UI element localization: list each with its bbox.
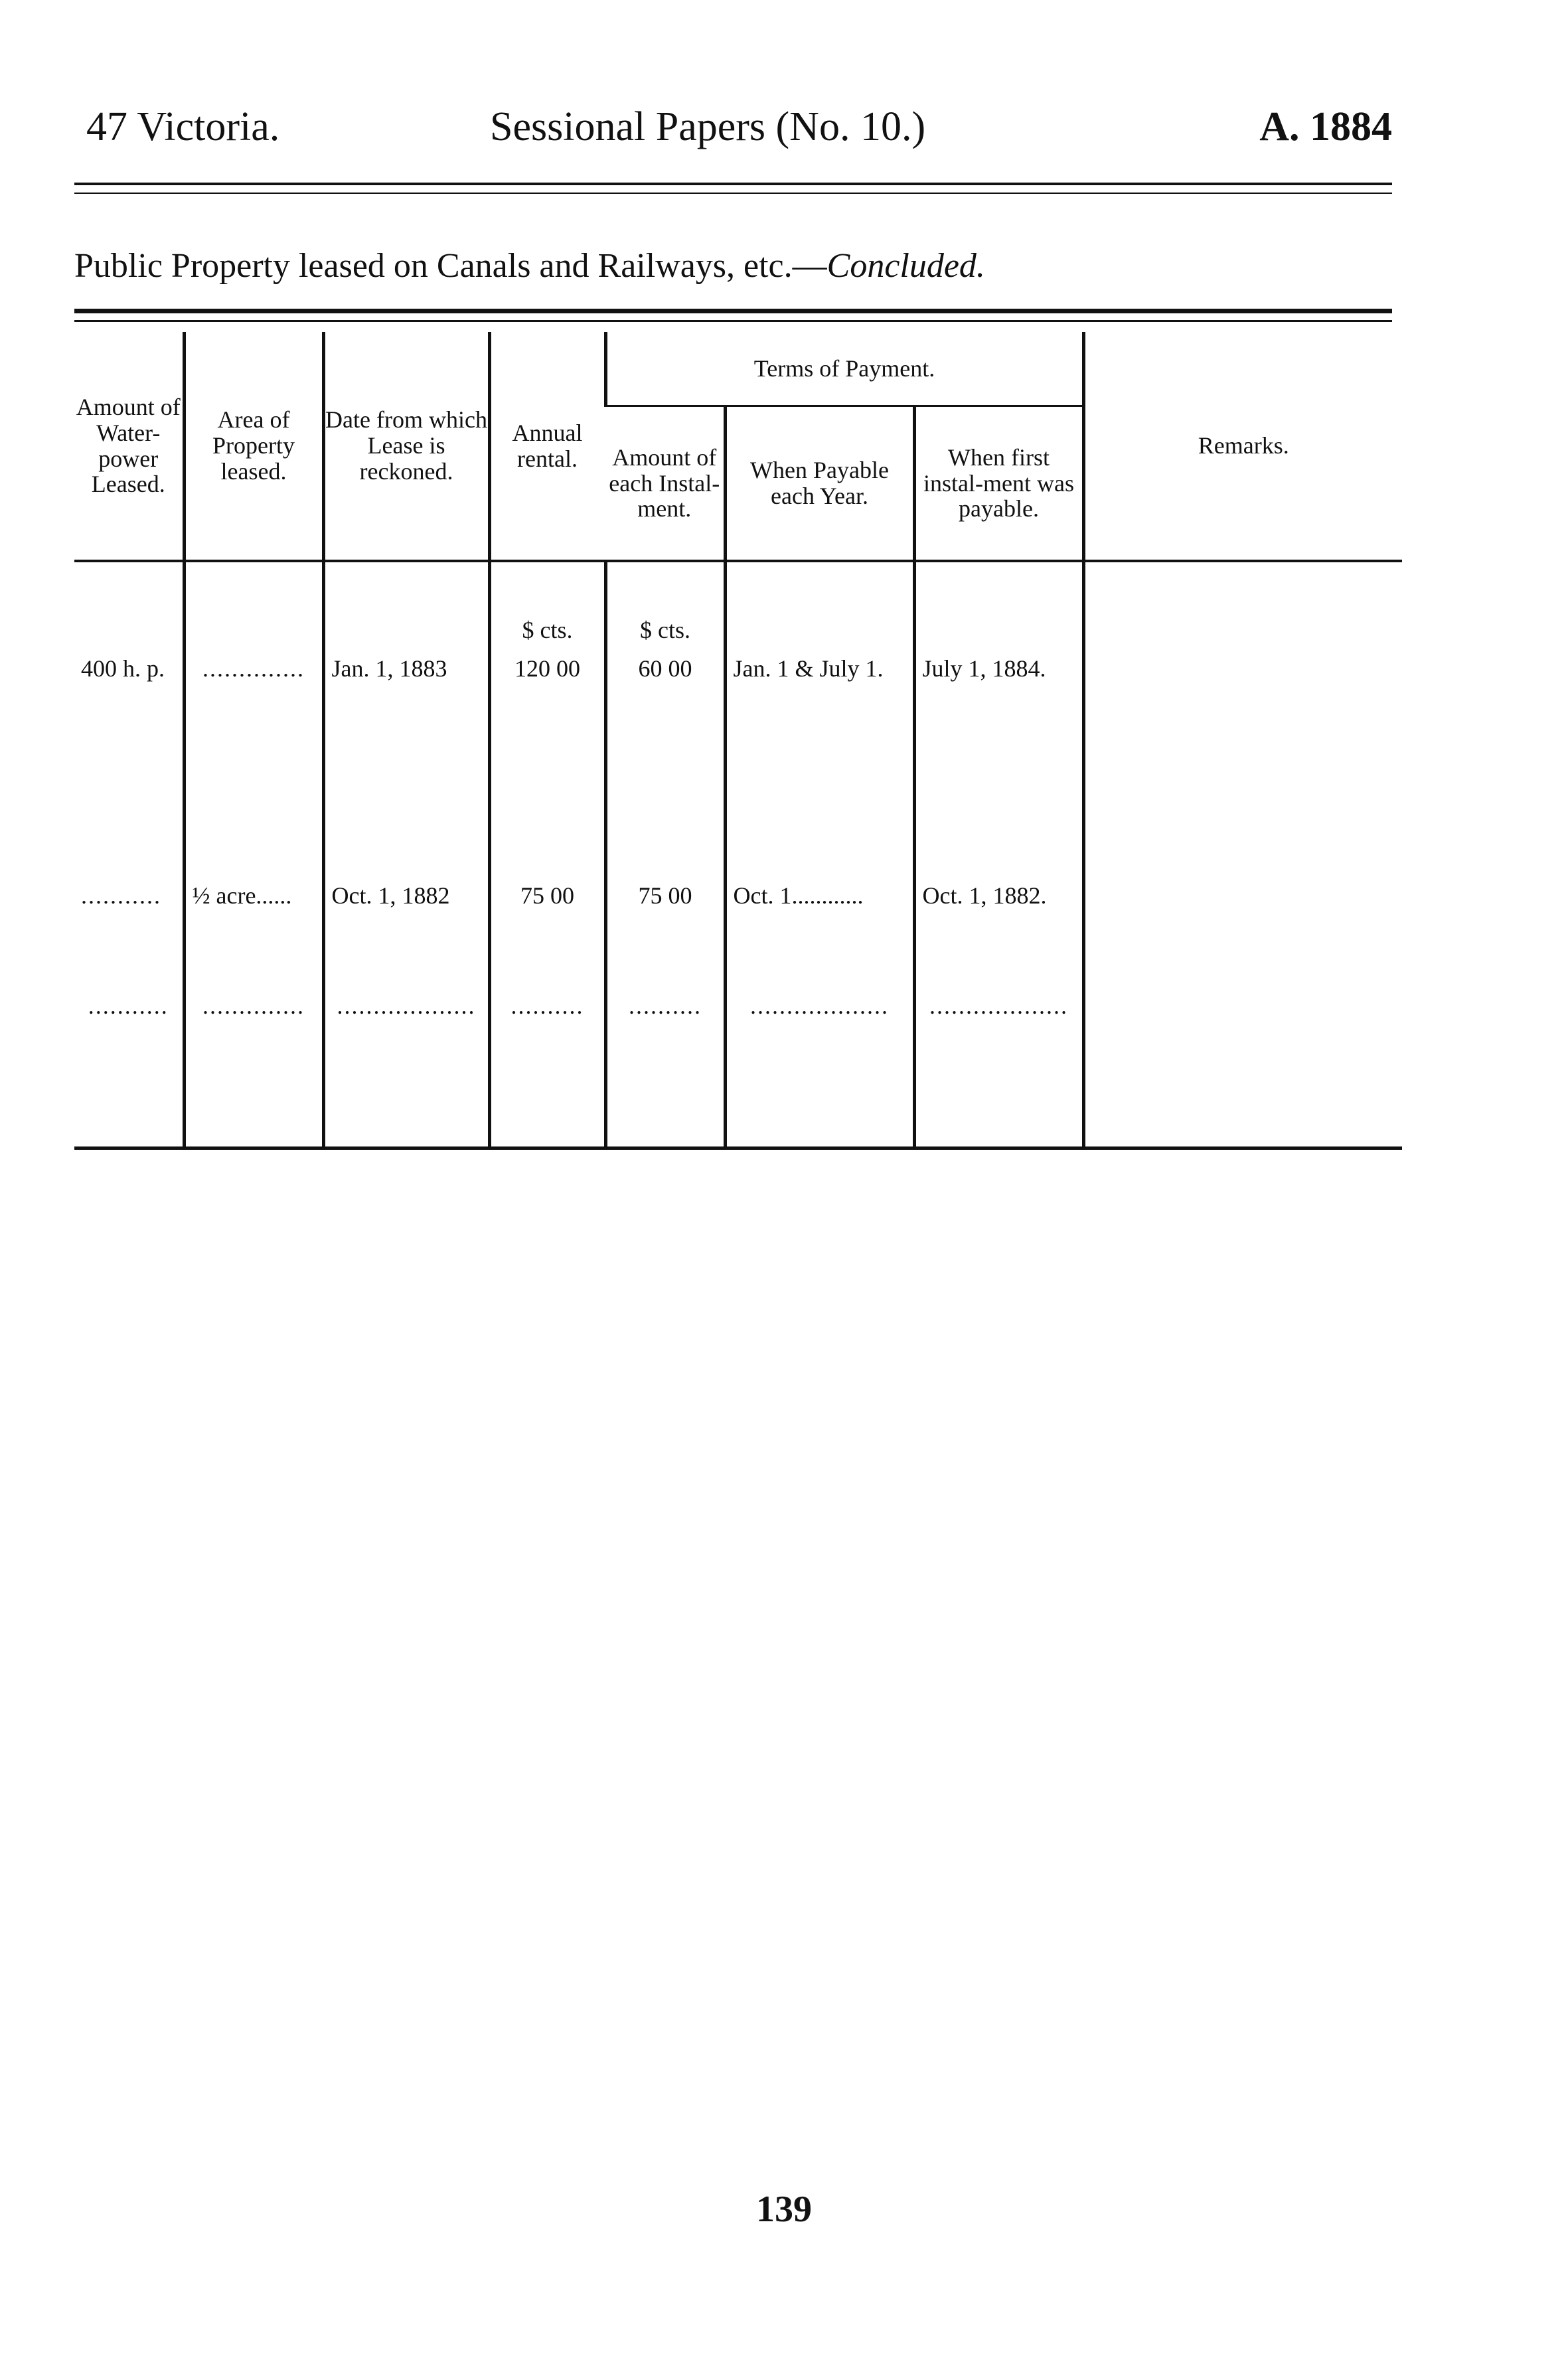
cell-remarks xyxy=(1083,975,1402,1148)
table-top-rule-thick xyxy=(74,309,1392,313)
cell-waterpower: ........... xyxy=(74,975,184,1148)
group-header-terms-of-payment: Terms of Payment. xyxy=(605,332,1083,406)
units-cell-blank xyxy=(74,561,184,651)
running-head-left: 47 Victoria. xyxy=(86,104,280,149)
col-header-first-payable: When first instal-ment was payable. xyxy=(914,406,1083,562)
cell-date: Oct. 1, 1882 xyxy=(323,816,489,975)
cell-first-payable: ................... xyxy=(914,975,1083,1148)
table-row xyxy=(74,975,1402,1148)
col-header-date: Date from which Lease is reckoned. xyxy=(323,332,489,561)
cell-date: ................... xyxy=(323,975,489,1148)
cell-date: Jan. 1, 1883 xyxy=(323,651,489,816)
lease-table xyxy=(74,332,1402,1150)
cell-annual-rental: 75 00 xyxy=(489,816,605,975)
cell-annual-rental: 120 00 xyxy=(489,651,605,816)
cell-area: ½ acre...... xyxy=(184,816,323,975)
cell-instalment: 60 00 xyxy=(605,651,725,816)
cell-remarks xyxy=(1083,816,1402,975)
running-head-center: Sessional Papers (No. 10.) xyxy=(490,104,926,149)
cell-waterpower: 400 h. p. xyxy=(81,655,165,682)
unit-instalment: $ cts. xyxy=(605,561,725,651)
col-header-area: Area of Property leased. xyxy=(184,332,323,561)
cell-instalment: .......... xyxy=(605,975,725,1148)
table-title-main: Public Property leased on Canals and Railways, etc.— xyxy=(74,247,827,285)
page-number: 139 xyxy=(756,2189,812,2230)
header-rule-bottom xyxy=(74,193,1392,194)
unit-annual-rental: $ cts. xyxy=(489,561,605,651)
table-top-rule-thin xyxy=(74,320,1392,322)
units-cell-blank xyxy=(914,561,1083,651)
col-header-when-payable: When Payable each Year. xyxy=(725,406,914,562)
running-head-right: A. 1884 xyxy=(1259,104,1392,149)
table-title-suffix: Concluded. xyxy=(826,247,985,285)
units-cell-blank xyxy=(184,561,323,651)
cell-first-payable: July 1, 1884. xyxy=(914,651,1083,816)
cell-first-payable: Oct. 1, 1882. xyxy=(914,816,1083,975)
cell-when-payable: Oct. 1............ xyxy=(725,816,914,975)
header-rule-top xyxy=(74,183,1392,185)
units-cell-blank xyxy=(725,561,914,651)
cell-area: .............. xyxy=(184,651,323,816)
cell-when-payable: ................... xyxy=(725,975,914,1148)
table-row xyxy=(74,651,1402,816)
cell-area: .............. xyxy=(184,975,323,1148)
cell-waterpower: ........... xyxy=(81,882,161,909)
table-row xyxy=(74,816,1402,975)
col-header-annual-rental: Annual rental. xyxy=(489,332,605,561)
col-header-instalment: Amount of each Instal-ment. xyxy=(605,406,725,562)
units-cell-blank xyxy=(1083,561,1402,651)
cell-annual-rental: .......... xyxy=(489,975,605,1148)
table-title xyxy=(74,249,985,283)
col-header-remarks: Remarks. xyxy=(1083,332,1402,561)
cell-when-payable: Jan. 1 & July 1. xyxy=(725,651,914,816)
cell-remarks xyxy=(1083,651,1402,816)
units-cell-blank xyxy=(323,561,489,651)
units-row xyxy=(74,561,1402,651)
cell-instalment: 75 00 xyxy=(605,816,725,975)
col-header-waterpower: Amount of Water-power Leased. xyxy=(74,332,184,561)
